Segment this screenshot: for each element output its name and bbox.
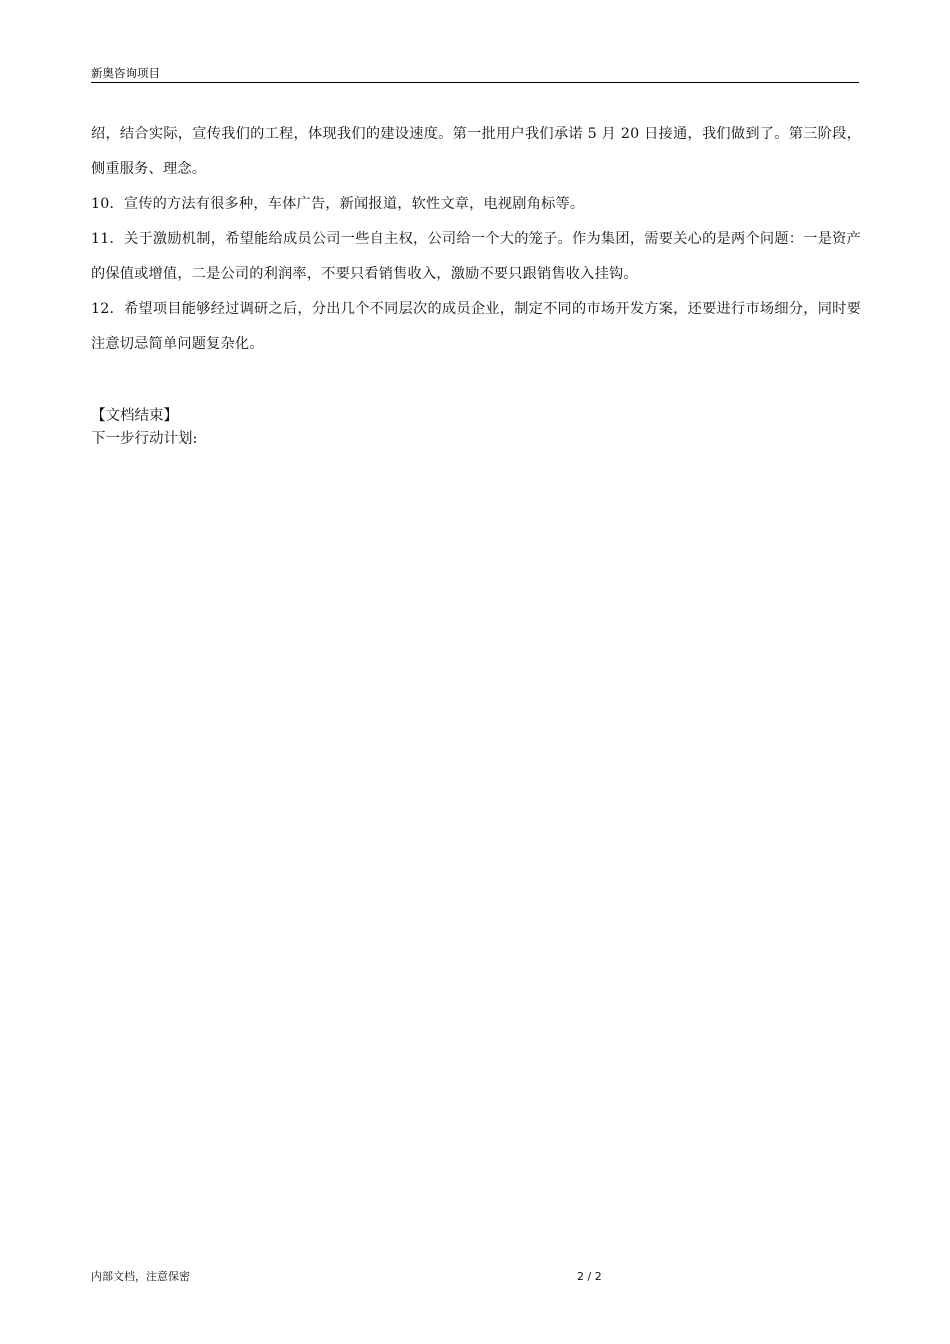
paragraph-item-12: 12．希望项目能够经过调研之后，分出几个不同层次的成员企业，制定不同的市场开发方案，还要进行市场细分，同时要注意切忌简单问题复杂化。 xyxy=(91,301,861,352)
end-block xyxy=(91,405,197,451)
page-footer xyxy=(91,1270,861,1286)
paragraph-item-11: 11．关于激励机制，希望能给成员公司一些自主权，公司给一个大的笼子。作为集团，需要关心的是两个问题：一是资产的保值或增值，二是公司的利润率，不要只看销售收入，激励不要只跟销售收入挂钩。 xyxy=(91,231,861,282)
paragraph-item-10: 10．宣传的方法有很多种，车体广告，新闻报道，软性文章，电视剧角标等。 xyxy=(91,196,585,212)
header-title: 新奥咨询项目 xyxy=(91,66,160,80)
document-body xyxy=(91,118,861,362)
next-steps-label: 下一步行动计划: xyxy=(91,431,198,447)
page-number: 2 / 2 xyxy=(577,1270,602,1283)
paragraph-continuation: 绍，结合实际，宣传我们的工程，体现我们的建设速度。第一批用户我们承诺 5 月 20 日接通，我们做到了。第三阶段，侧重服务、理念。 xyxy=(91,126,861,177)
end-marker: 【文档结束】 xyxy=(91,408,178,424)
confidential-notice: 内部文档，注意保密 xyxy=(91,1270,190,1283)
page-header xyxy=(91,66,859,83)
